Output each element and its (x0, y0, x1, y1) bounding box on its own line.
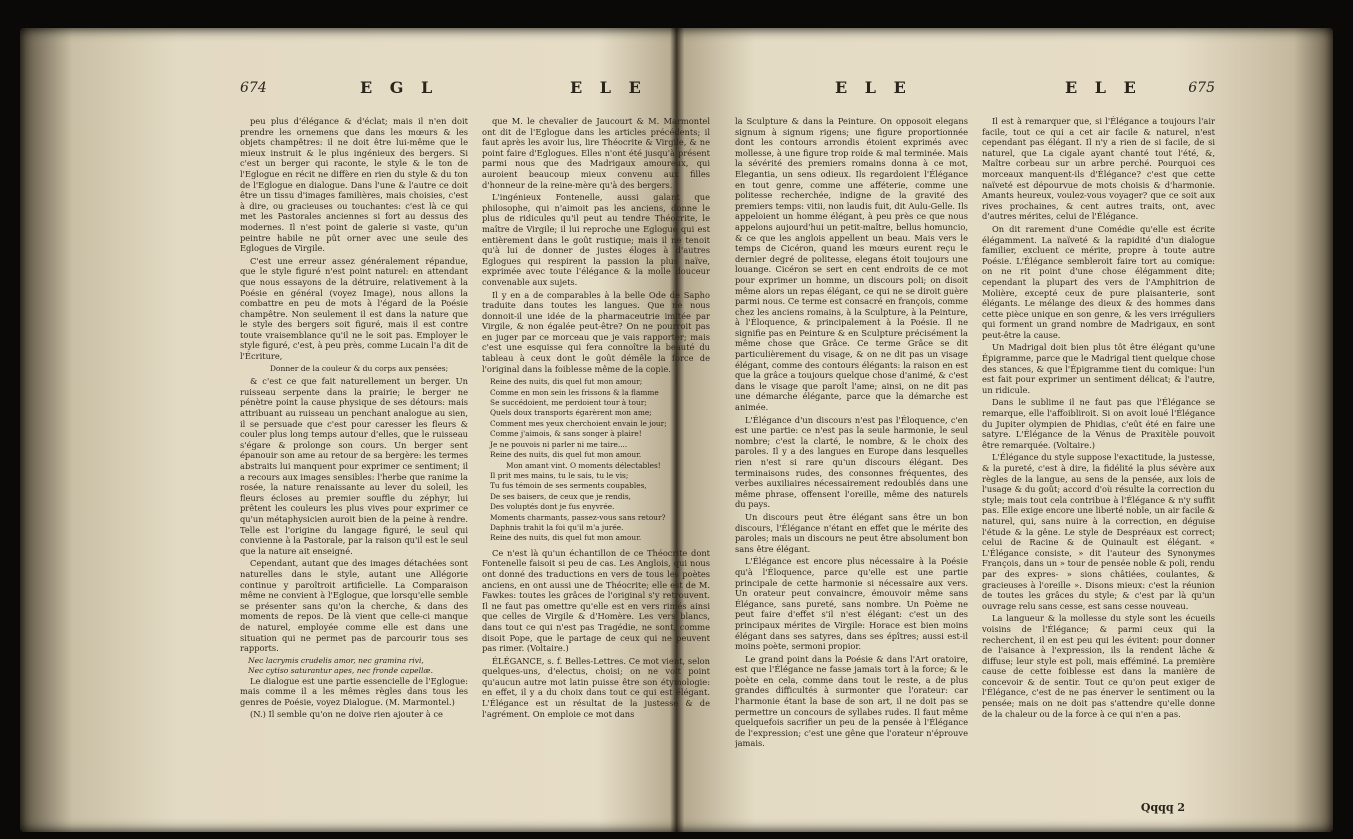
poem-line: Des voluptés dont je fus enyvrée. (490, 502, 615, 512)
paragraph: Le dialogue est une partie essencielle de l'Eglogue: mais comme il a les mêmes règles dans tous les genres de Poésie, voyez Dialogue. (M. Marmontel.) (240, 675, 468, 707)
paragraph: L'Élégance est encore plus nécessaire à la Poésie qu'à l'Éloquence, parce qu'elle est une partie principale de cette harmonie si nécessaire aux vers. Un orateur peut convaincre, émouvoir même sans Élégance, sans pureté, sans nombre. Un Poème ne peut faire d'effet s'il n'est élégant: c'est un des principaux mérites de Virgile: Horace est bien moins élégant dans ses satyres, dans ses épîtres; aussi est-il moins poète, sermoni propior. (735, 556, 968, 652)
running-head-right: E L E (570, 78, 647, 97)
poem-line: Je ne pouvois ni parler ni me taire.... (490, 439, 628, 449)
paragraph: Un discours peut être élégant sans être un bon discours, l'Élégance n'étant en effet que le mérite des paroles; mais un discours ne peut être absolument bon sans être élégant. (735, 511, 968, 554)
poem-line: Quels doux transports égarèrent mon ame; (490, 408, 652, 418)
right-column-2 (982, 116, 1215, 814)
poem-line: Daphnis trahit la foi qu'il m'a jurée. (490, 522, 624, 532)
paragraph: On dit rarement d'une Comédie qu'elle est écrite élégamment. La naïveté & la rapidité d'un dialogue familier, excluent ce mérite, propre à toute autre Poésie. L'Élégance sembleroit faire tort au comique: on ne rit point d'une chose élégamment dite; cependant la plupart des vers de l'Amphitrion de Molière, excepté ceux de pure plaisanterie, sont élégants. Le mélange des dieux & des hommes dans cette pièce unique en son genre, & les vers irréguliers qui forment un grand nombre de Madrigaux, en sont peut-être la cause. (982, 223, 1215, 340)
quote-line: Nec cytiso saturantur apes, nec fronde capellæ. (248, 665, 433, 675)
paragraph: L'Élégance du style suppose l'exactitude, la justesse, & la pureté, c'est à dire, la fidélité la plus sévère aux règles de la langue, au sens de la pensée, aux lois de l'usage & du goût; accord d'où résulte la correction du style; mais tout cela contribue à l'Élégance & n'y suffit pas. Elle exige encore une liberté noble, un air facile & naturel, qui, sans nuire à la correction, en déguise l'étude & la gêne. Le style de Despréaux est correct; celui de Racine & de Quinault est élégant. « L'Élégance consiste, » dit l'auteur des Synonymes François, dans un » tour de pensée noble & poli, rendu par des expres- » sions châtiées, coulantes, & gracieuses à l'oreille ». Disons mieux: c'est la réunion de toutes les grâces du style; & c'est par là qu'un ouvrage relu sans cesse, est sans cesse nouveau. (982, 452, 1215, 611)
paragraph: Un Madrigal doit bien plus tôt être élégant qu'une Épigramme, parce que le Madrigal tient quelque chose des stances, & que l'Épigramme tient du comique: l'un est fait pour exprimer un sentiment délicat; & l'autre, un ridicule. (982, 342, 1215, 395)
left-page (240, 76, 710, 814)
poem-line: Se succédoient, me perdoient tour à tour; (490, 398, 647, 408)
paragraph: La langueur & la mollesse du style sont les écueils voisins de l'Élégance; & parmi ceux qui la recherchent, il en est peu qui les évitent: pour donner de l'aisance à l'expression, ils la rendent lâche & diffuse; leur style est poli, mais efféminé. La première cause de cette foiblesse est dans la manière de concevoir & de sentir. Tout ce qu'on peut exiger de l'Élégance, c'est de ne pas énerver le sentiment ou la pensée; mais on ne doit pas s'attendre qu'elle donne de la chaleur ou de la force à ce qui n'en a pas. (982, 613, 1215, 719)
paragraph: que M. le chevalier de Jaucourt & M. Marmontel ont dit de l'Eglogue dans les articles précédents; il faut après les avoir lus, lire Théocrite & Virgile, & ne point faire d'Eglogues. Elles n'ont été jusqu'à présent parmi nous que des Madrigaux amoureux, qui auroient beaucoup mieux convenu aux filles d'honneur de la reine-mère qu'à des bergers. (482, 116, 710, 190)
signature-mark: Qqqq 2 (1140, 801, 1185, 814)
page-number: 675 (1188, 80, 1215, 96)
poem-line: Il prit mes mains, tu le sais, tu le vis; (490, 470, 629, 480)
poem-line: Mon amant vint. O moments délectables! (506, 460, 661, 470)
paragraph: (N.) Il semble qu'on ne doive rien ajouter à ce (250, 709, 443, 720)
left-column-2 (482, 116, 710, 814)
left-page-header (240, 76, 710, 114)
right-page (735, 76, 1215, 814)
poem-line: Reine des nuits, dis quel fut mon amour; (490, 377, 643, 387)
poem-line: Tu fus témoin de ses serments coupables, (490, 481, 647, 491)
paragraph: & c'est ce que fait naturellement un berger. Un ruisseau serpente dans la prairie; le berger ne pénètre point la cause physique de ses détours: mais attribuant au ruisseau un penchant analogue au sien, il se persuade que c'est pour caresser les fleurs & couler plus long temps autour d'elles, que le ruisseau s'égare & prolonge son cours. Un berger sent épanouir son ame au retour de sa bergère: les termes abstraits lui manquent pour exprimer ce sentiment; il a recours aux images sensibles: l'herbe que ranime la rosée, la nature renaissante au lever du soleil, les fleurs écloses au premier souffle du zéphyr, lui prêtent les couleurs les plus vives pour exprimer ce qu'un métaphysicien auroit bien de la peine à rendre. Telle est l'origine du langage figuré, le seul qui convienne à la Pastorale, par la raison qu'il est le seul que la nature ait enseigné. (240, 376, 468, 556)
running-head-left: E L E (835, 78, 912, 97)
running-head-left: E G L (360, 78, 439, 97)
book-spread (20, 28, 1333, 832)
paragraph: la Sculpture & dans la Peinture. On opposoit elegans signum à signum rigens; une figure proportionnée dont les contours arrondis étoient exprimés avec mollesse, à une figure trop roide & mal terminée. Mais la sévérité des premiers romains donna à ce mot, Elegantia, un sens odieux. Ils regardoient l'Élégance en tout genre, comme une afféterie, comme une politesse recherchée, indigne de la gravité des premiers temps: vitii, non laudis fuit, dit Aulu-Gelle. Ils appeloient un homme élégant, à peu près ce que nous appelons aujourd'hui un petit-maître, bellus homuncio, & ce que les anglois appellent un beau. Mais vers le temps de Cicéron, quand les mœurs eurent reçu le dernier degré de politesse, elegans étoit toujours une louange. Cicéron se sert en cent endroits de ce mot pour exprimer un homme, un discours poli; on disoit même alors un repas élégant, ce qui ne se diroit guère parmi nous. Ce terme est consacré en françois, comme chez les anciens romains, à la Sculpture, à la Peinture, à l'Éloquence, & principalement à la Poésie. Il ne signifie pas en Peinture & en Sculpture précisément la même chose que Grâce. Ce terme Grâce se dit particulièrement du visage, & on ne dit pas un visage élégant, comme des contours élégants: la raison en est que la grâce a toujours quelque chose d'animé, & c'est dans le visage que paroît l'ame; ainsi, on ne dit pas une démarche élégante, parce que la démarche est animée. (735, 116, 968, 413)
poem-line: Reine des nuits, dis quel fut mon amour. (490, 450, 642, 460)
poem-line: Comment mes yeux cherchoient envain le jour; (490, 418, 667, 428)
entry-elegance: ÉLÉGANCE, s. f. Belles-Lettres. Ce mot vient, selon quelques-uns, d'electus, choisi; on ne voit point qu'aucun autre mot latin puisse être son étymologie: en effet, il y a du choix dans tout ce qui est élégant. L'Élégance est un résultat de la justesse & de l'agrément. On emploie ce mot dans (482, 655, 710, 719)
paragraph: Cependant, autant que des images détachées sont naturelles dans le style, autant une Allégorie continue y paroîtroit artificielle. La Comparaison même ne convient à l'Eglogue, que lorsqu'elle semble se présenter sans qu'on la cherche, & dans des moments de repos. De là vient que celle-ci manque de naturel, employée comme elle est dans une situation qui ne permet pas de parcourir tous ses rapports. (240, 558, 468, 654)
paragraph: Il y en a de comparables à la belle Ode de Sapho traduite dans toutes les langues. Que ne nous donnoit-il une idée de la pharmaceutrie imitée par Virgile, & non égalée peut-être? On ne pourroit pas en juger par ce morceau que je vais rapporter; mais c'est une esquisse qui fera connoître la beauté du tableau à ceux dont le goût démêle la force de l'original dans la foiblesse même de la copie. (482, 289, 710, 374)
poem-line: De ses baisers, de ceux que je rendis, (490, 491, 632, 501)
latin-quote (240, 656, 468, 676)
paragraph: C'est une erreur assez généralement répandue, que le style figuré n'est point naturel: en attendant que nous essayons de la détruire, relativement à la Poésie en général (voyez Image), nous allons la combattre en peu de mots à l'égard de la Poésie champêtre. Non seulement il est dans la nature que le style des bergers soit figuré, mais il est contre toute vraisemblance qu'il ne le soit pas. Employer le style figuré, c'est, à peu près, comme Lucain l'a dit de l'Écriture, (240, 255, 468, 362)
paragraph: Le grand point dans la Poésie & dans l'Art oratoire, est que l'Élégance ne fasse jamais tort à la force; & le poète en cela, comme dans tout le reste, a de plus grandes difficultés à surmonter que l'orateur: car l'harmonie étant la base de son art, il ne doit pas se permettre un concours de syllabes rudes. Il faut même quelquefois sacrifier un peu de la pensée à l'Élégance de l'expression; c'est une gêne que l'orateur n'éprouve jamais. (735, 653, 968, 749)
page-number: 674 (240, 80, 267, 96)
paragraph: L'ingénieux Fontenelle, aussi galant que philosophe, qui n'aimoit pas les anciens, donne le plus de ridicules qu'il peut au tendre Théocrite, le maître de Virgile; il lui reproche une Eglogue qui est entièrement dans le goût rustique; mais il ne tenoit qu'à lui de donner de justes éloges à d'autres Eglogues qui respirent la passion la plus naïve, exprimée avec toute l'élégance & la molle douceur convenable aux sujets. (482, 192, 710, 287)
paragraph: peu plus d'élégance & d'éclat; mais il n'en doit prendre les ornemens que dans les mœurs & les objets champêtres: il ne doit être lui-même que le mieux instruit & le plus ingénieux des bergers. Si c'est un berger qui raconte, le style & le ton de l'Eglogue en récit ne diffère en rien du style & du ton de l'Eglogue en dialogue. Dans l'une & l'autre ce doit être un tissu d'images familières, mais choisies, c'est à dire, ou gracieuses ou touchantes: c'est là ce qui met les Pastorales anciennes si fort au dessus des modernes. Il n'est point de galerie si vaste, qu'un peintre habile ne pût orner avec une seule des Eglogues de Virgile. (240, 116, 468, 254)
paragraph: Dans le sublime il ne faut pas que l'Élégance se remarque, elle l'affoibliroit. Si on avoit loué l'Élégance du Jupiter olympien de Phidias, c'eût été en faire une satyre. L'Élégance de la Vénus de Praxitèle pouvoit être remarquée. (Voltaire.) (982, 397, 1215, 450)
right-column-1 (735, 116, 968, 814)
poem-line: Reine des nuits, dis quel fut mon amour. (490, 533, 642, 543)
verse-line: Donner de la couleur & du corps aux pensées; (269, 363, 449, 373)
right-page-header (735, 76, 1215, 114)
paragraph: Ce n'est là qu'un échantillon de ce Théocrite dont Fontenelle faisoit si peu de cas. Les Anglois, qui nous ont donné des traductions en vers de tous les poètes anciens, en ont aussi une de Théocrite; elle est de M. Fawkes: toutes les grâces de l'original s'y retrouvent. Il ne faut pas omettre qu'elle est en vers rimés ainsi que celles de Virgile & d'Homère. Les vers blancs, dans tout ce qui n'est pas Tragédie, ne sont, comme disoit Pope, que le partage de ceux qui ne peuvent pas rimer. (Voltaire.) (482, 547, 710, 654)
left-column-1 (240, 116, 468, 814)
paragraph: Il est à remarquer que, si l'Élégance a toujours l'air facile, tout ce qui a cet air facile & naturel, n'est cependant pas élégant. Il n'y a rien de si facile, de si naturel, que La cigale ayant chanté tout l'été, &, Maître corbeau sur un arbre perché. Pourquoi ces morceaux manquent-ils d'Élégance? c'est que cette naïveté est dépourvue de mots choisis & d'harmonie. Amants heureux, voulez-vous voyager? que ce soit aux rives prochaines, & cent autres traits, ont, avec d'autres mérites, celui de l'Élégance. (982, 116, 1215, 222)
quote-line: Nec lacrymis crudelis amor, nec gramina rivi, (248, 655, 424, 665)
poem-line: Comme en mon sein les frissons & la flamme (490, 387, 659, 397)
paragraph: L'Élégance d'un discours n'est pas l'Éloquence, c'en est une partie: ce n'est pas la seule harmonie, le seul nombre; c'est la clarté, le nombre, & le choix des paroles. Il y a des langues en Europe dans lesquelles rien n'est si rare qu'un discours élégant. Des terminaisons rudes, des consonnes fréquentes, des verbes auxiliaires nécessairement redoublés dans une même phrase, offensent l'oreille, même des naturels du pays. (735, 414, 968, 510)
poem (482, 377, 710, 544)
poem-line: Moments charmants, passez-vous sans retour? (490, 512, 666, 522)
poem-line: Comme j'aimois, & sans songer à plaire! (490, 429, 642, 439)
running-head-right: E L E (1065, 78, 1142, 97)
